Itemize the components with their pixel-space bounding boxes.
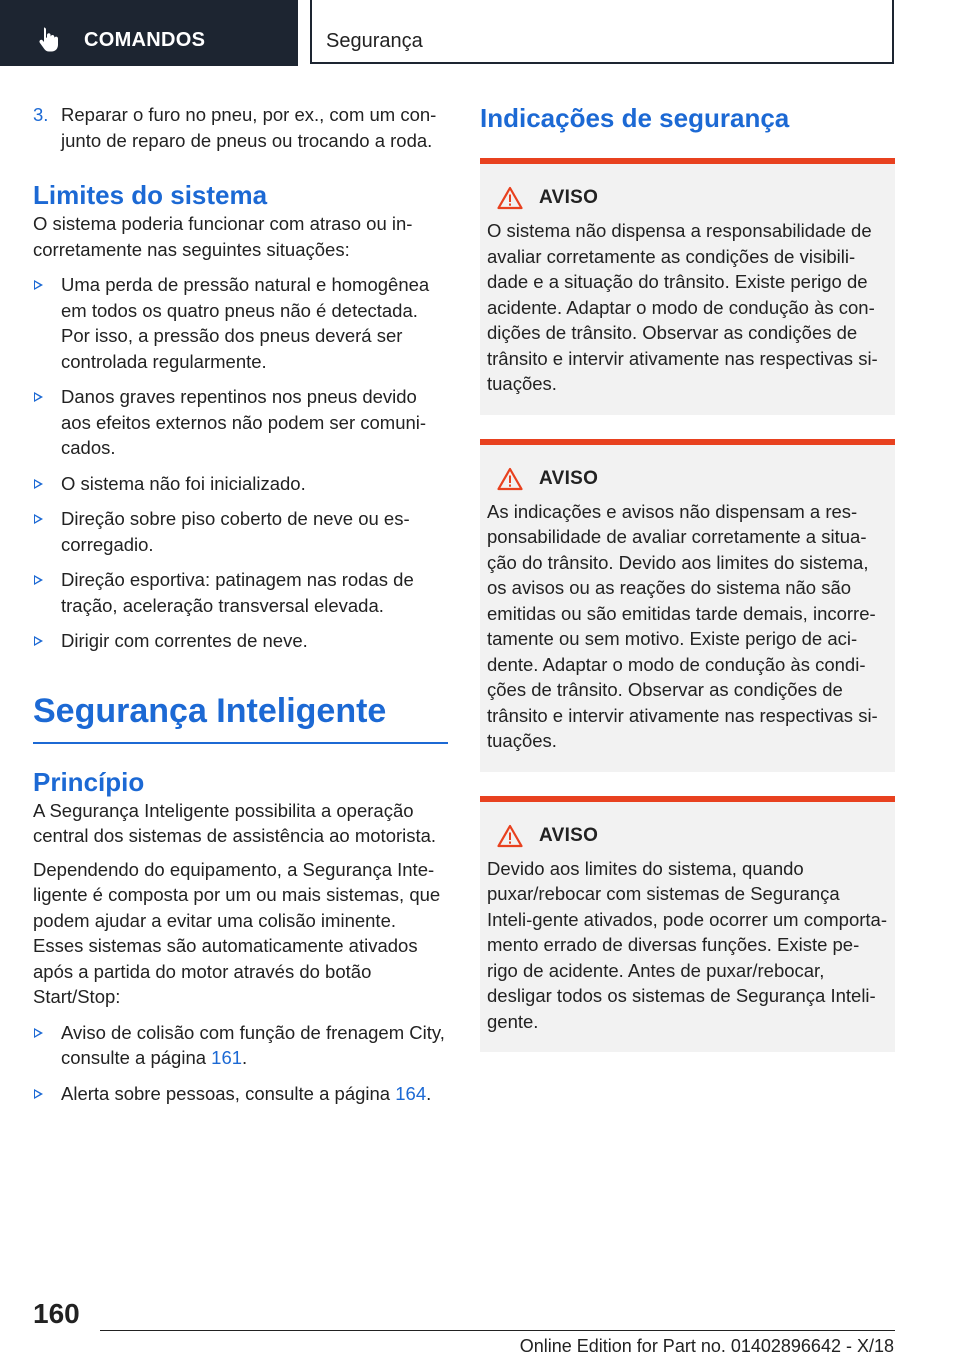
triangle-bullet-icon — [34, 1028, 43, 1038]
list-item: Direção sobre piso coberto de neve ou es-corregadio. — [33, 506, 448, 557]
triangle-bullet-icon — [34, 575, 43, 585]
principle-heading: Princípio — [33, 766, 145, 797]
main-heading: Segurança Inteligente — [33, 691, 387, 730]
triangle-bullet-icon — [34, 392, 43, 402]
triangle-bullet-icon — [34, 479, 43, 489]
warning-box — [480, 158, 895, 415]
hand-pointer-icon — [38, 26, 62, 52]
footer-divider — [100, 1330, 895, 1331]
triangle-bullet-icon — [34, 280, 43, 290]
list-item: Direção esportiva: patinagem nas rodas de tração, aceleração transversal elevada. — [33, 567, 448, 618]
warning-box — [480, 439, 895, 772]
section-label: Segurança — [326, 30, 423, 52]
safety-heading: Indicações de segurança — [480, 103, 790, 133]
warning-text: As indicações e avisos não dispensam a res-ponsabilidade de avaliar corretamente a situa-ção do trânsito. Devido aos limites do sistema, os avisos ou as reações do sistema não são emitidas ou são emitidas tarde demais, incorre-tamente ou sem motivo. Existe perigo de aci-dente. Adaptar o modo de condução às condi-ções de trânsito. Observar as condições de trânsito e intervir ativamente nas respectivas si-tuações. — [487, 500, 878, 751]
right-column — [480, 100, 895, 1052]
list-item: Aviso de colisão com função de frenagem City, consulte a página 161. — [33, 1020, 448, 1071]
edition-text: Online Edition for Part no. 01402896642 - X/18 — [519, 1336, 894, 1356]
section-tab — [310, 0, 894, 64]
step-text: Reparar o furo no pneu, por ex., com um con-junto de reparo de pneus ou trocando a roda. — [61, 104, 437, 151]
triangle-bullet-icon — [34, 636, 43, 646]
step-item — [33, 102, 448, 153]
page-number: 160 — [33, 1298, 80, 1329]
principle-paragraph-2: Dependendo do equipamento, a Segurança Inte-ligente é composta por um ou mais sistemas, que podem ajudar a evitar uma colisão iminente. Esses sistemas são automaticamente ativados após a partida do motor através do botão Start/Stop: — [33, 858, 441, 1007]
list-item: Uma perda de pressão natural e homogênea em todos os quatro pneus não é detectada. Por isso, a pressão dos pneus deverá ser controlada regularmente. — [33, 272, 448, 374]
limits-heading: Limites do sistema — [33, 180, 268, 210]
list-item: Danos graves repentinos nos pneus devido aos efeitos externos não podem ser comuni-cados. — [33, 384, 448, 461]
warning-label: AVISO — [539, 824, 599, 846]
principle-paragraph-1: A Segurança Inteligente possibilita a operação central dos sistemas de assistência ao motorista. — [33, 799, 437, 846]
page-link-161[interactable]: 161 — [211, 1047, 243, 1068]
page-header — [0, 0, 960, 66]
triangle-bullet-icon — [34, 1089, 43, 1099]
chapter-label: COMANDOS — [84, 29, 206, 51]
principle-list — [33, 1020, 448, 1107]
step-number: 3. — [33, 104, 49, 125]
warning-text: Devido aos limites do sistema, quando puxar/rebocar com sistemas de Segurança Inteli-gente ativados, pode ocorrer um comporta-mento errado de diversas funções. Existe pe-rigo de acidente. Antes de puxar/rebocar, desligar todos os sistemas de Segurança Inteli-gente. — [487, 857, 888, 1032]
left-column — [33, 100, 448, 1106]
warning-box — [480, 796, 895, 1053]
warning-label: AVISO — [539, 467, 599, 489]
page-link-164[interactable]: 164 — [395, 1082, 427, 1104]
warning-triangle-icon — [497, 186, 523, 210]
chapter-tab[interactable] — [0, 0, 298, 66]
warning-triangle-icon — [497, 824, 523, 848]
limits-list — [33, 272, 448, 654]
heading-rule — [33, 742, 448, 744]
warning-label: AVISO — [539, 187, 599, 209]
list-item: Alerta sobre pessoas, consulte a página 164. — [33, 1081, 448, 1107]
limits-intro: O sistema poderia funcionar com atraso ou in-corretamente nas seguintes situações: — [33, 213, 413, 260]
warning-triangle-icon — [497, 467, 523, 491]
warning-text: O sistema não dispensa a responsabilidade de avaliar corretamente as condições de visibili-dade e a situação do trânsito. Existe perigo de acidente. Adaptar o modo de condução às con-dições de trânsito. Observar as condições de trânsito e intervir ativamente nas respectivas si-tuações. — [487, 220, 878, 394]
triangle-bullet-icon — [34, 514, 43, 524]
list-item: Dirigir com correntes de neve. — [33, 628, 448, 654]
list-item: O sistema não foi inicializado. — [33, 471, 448, 497]
